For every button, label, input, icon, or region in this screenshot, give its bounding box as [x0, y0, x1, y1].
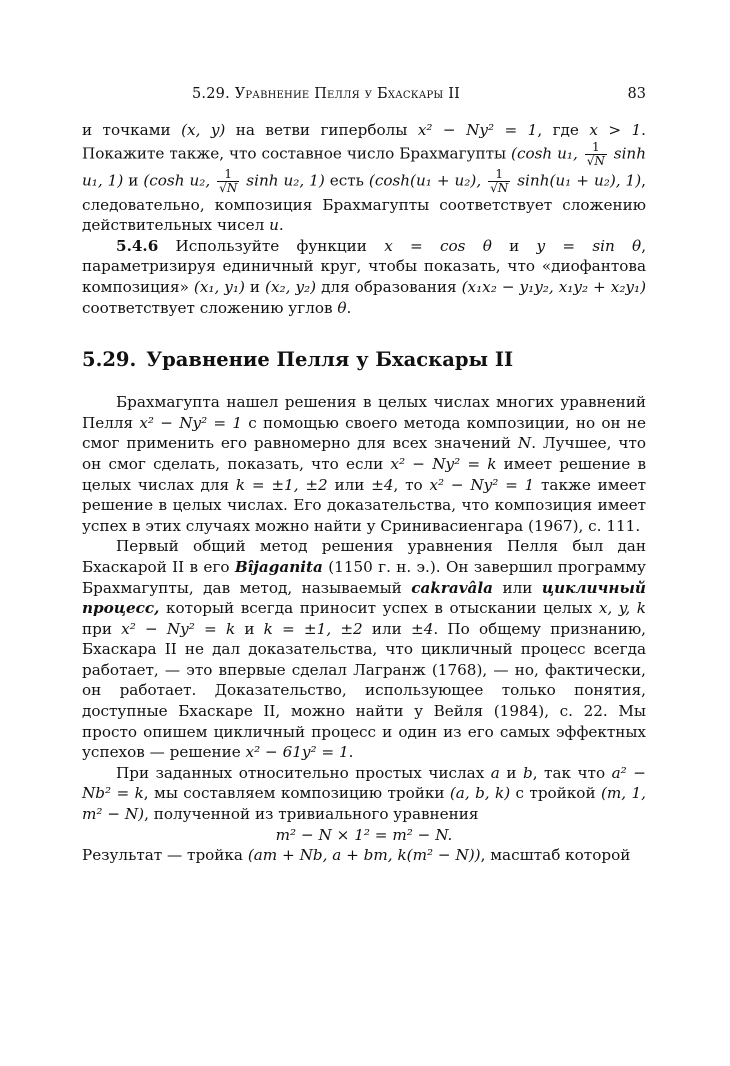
math: x > 1: [589, 121, 642, 139]
math: x² − Ny² = k: [121, 619, 236, 638]
math: x² − Ny² = 1: [139, 413, 243, 432]
text: Используйте функции: [158, 236, 385, 255]
term: Bîjaganita: [234, 557, 323, 576]
math: (x₁, y₁): [193, 277, 245, 296]
page-number: 83: [627, 86, 646, 102]
math: (cosh(u₁ + u₂),: [368, 171, 487, 190]
text: на ветви гиперболы: [225, 121, 418, 139]
fraction-denominator: √N: [586, 153, 605, 168]
math: k = ±1, ±2: [235, 475, 328, 494]
text: Результат — тройка: [82, 846, 248, 865]
text: с помощью своего метода композиции, но он не смог применить его равномерно для всех значений: [82, 413, 646, 453]
text: .: [346, 298, 352, 317]
fraction-numerator: 1: [217, 168, 239, 182]
math: sinh(u₁ + u₂), 1): [512, 171, 642, 190]
text: и: [491, 236, 537, 255]
text: . По общему признанию, Бхаскара II не дал доказательства, что цикличный процесс всегда работает, — это впервые сделал Лагранж (1768), — но, фактически, он работает. Доказательство, использующее только понятия, доступные Бхаскаре II, можно найти у Вейля (1984), с. 22. Мы просто опишем цикличный процесс и один из его самых эффектных успехов — решение: [82, 619, 647, 762]
math: (cosh u₂,: [143, 171, 216, 190]
math: y = sin θ: [536, 236, 642, 255]
text: и: [123, 171, 144, 190]
fraction: [585, 141, 607, 168]
text: , полученной из тривиального уравнения: [144, 805, 479, 824]
text: который всегда приносит успех в отыскании целых: [159, 599, 599, 618]
paragraph: [82, 392, 646, 536]
fraction-numerator: 1: [585, 141, 607, 155]
text: . Лучшее, что он смог сделать, показать, что если: [82, 434, 646, 473]
math: b: [522, 763, 533, 782]
text: имеет решение в целых числах для: [82, 454, 646, 494]
text: , где: [537, 121, 590, 139]
math: (x₁x₂ − y₁y₂, x₁y₂ + x₂y₁): [461, 277, 647, 296]
math: u: [269, 216, 279, 235]
math: sinh u₁, 1): [82, 144, 646, 190]
section-number: 5.29.: [82, 348, 137, 372]
exercise-number: 5.4.6: [116, 236, 159, 255]
paragraph-continuation: [82, 120, 646, 236]
display-equation: m² − N × 1² = m² − N.: [275, 825, 453, 844]
text: .: [278, 216, 284, 235]
math: (x, y): [181, 121, 226, 139]
text: и: [499, 763, 523, 782]
math: x² − Ny² = k: [390, 454, 497, 473]
page-body: [82, 120, 646, 866]
term: цикличный процесс,: [82, 578, 646, 618]
paragraph: [82, 536, 646, 763]
text: , масштаб которой: [480, 846, 631, 865]
term: cakravâla: [411, 578, 494, 597]
text: или: [327, 475, 372, 494]
text: , то: [393, 475, 430, 494]
paragraph: [82, 763, 646, 825]
section-heading: [82, 348, 646, 372]
text: , мы составляем композицию тройки: [143, 784, 450, 803]
math: ±4: [371, 475, 394, 494]
text: также имеет решение в целых числах. Его доказательства, что композиция имеет успех в этих случаях можно найти у Сринивасиенгара (1967), с. 111.: [82, 475, 646, 535]
running-header: [82, 86, 646, 106]
math: x² − Ny² = 1: [429, 475, 535, 494]
math: x = cos θ: [384, 236, 492, 255]
fraction-denominator: √N: [490, 180, 509, 195]
section-title: Уравнение Пелля у Бхаскары II: [146, 348, 514, 372]
text: Брахмагупта нашел решения в целых числах многих уравнений Пелля: [82, 393, 646, 432]
text: и: [235, 619, 264, 638]
fraction: [217, 168, 239, 195]
math: θ: [337, 298, 347, 317]
text: и: [244, 277, 266, 296]
text: , параметризируя единичный круг, чтобы показать, что «диофантова композиция»: [82, 236, 647, 296]
exercise-paragraph: [82, 236, 646, 318]
math: x² − Ny² = 1: [417, 121, 538, 139]
fraction-numerator: 1: [488, 168, 510, 182]
text: и точками: [82, 121, 182, 139]
text: для образования: [316, 277, 462, 296]
text: (1150 г. н. э.). Он завершил программу Брахмагупты, дав метод, называемый: [82, 557, 646, 597]
math: (x₂, y₂): [265, 277, 317, 296]
text: соответствует сложению углов: [82, 298, 338, 317]
math: (cosh u₁,: [511, 144, 583, 163]
text: с тройкой: [510, 784, 601, 803]
text: или: [362, 619, 411, 638]
running-title: 5.29. Уравнение Пелля у Бхаскары II: [192, 86, 461, 102]
math: N: [517, 434, 532, 453]
paragraph-tail: [82, 845, 646, 866]
text: или: [493, 578, 542, 597]
math: x, y, k: [598, 599, 646, 618]
math: k = ±1, ±2: [263, 619, 363, 638]
text: . Покажите также, что составное число Брахмагупты: [82, 121, 646, 163]
math: (a, b, k): [449, 784, 511, 803]
math: sinh u₂, 1): [241, 171, 325, 190]
text: .: [348, 743, 354, 762]
text: Первый общий метод решения уравнения Пелля был дан Бхаскарой II в его: [82, 537, 646, 576]
fraction: [488, 168, 510, 195]
fraction-denominator: √N: [219, 180, 238, 195]
text: есть: [324, 171, 369, 190]
text: при: [82, 619, 122, 638]
math: (m, 1, m² − N): [82, 784, 646, 824]
math: x² − 61y² = 1: [245, 743, 349, 762]
math: (am + Nb, a + bm, k(m² − N)): [247, 846, 481, 865]
math: a: [490, 763, 500, 782]
math: a² − Nb² = k: [82, 763, 646, 803]
text: При заданных относительно простых числах: [116, 763, 491, 782]
math: ±4: [410, 619, 434, 638]
text: , следовательно, композиция Брахмагупты соответствует сложению действительных чисел: [82, 171, 646, 235]
text: , так что: [532, 763, 612, 782]
